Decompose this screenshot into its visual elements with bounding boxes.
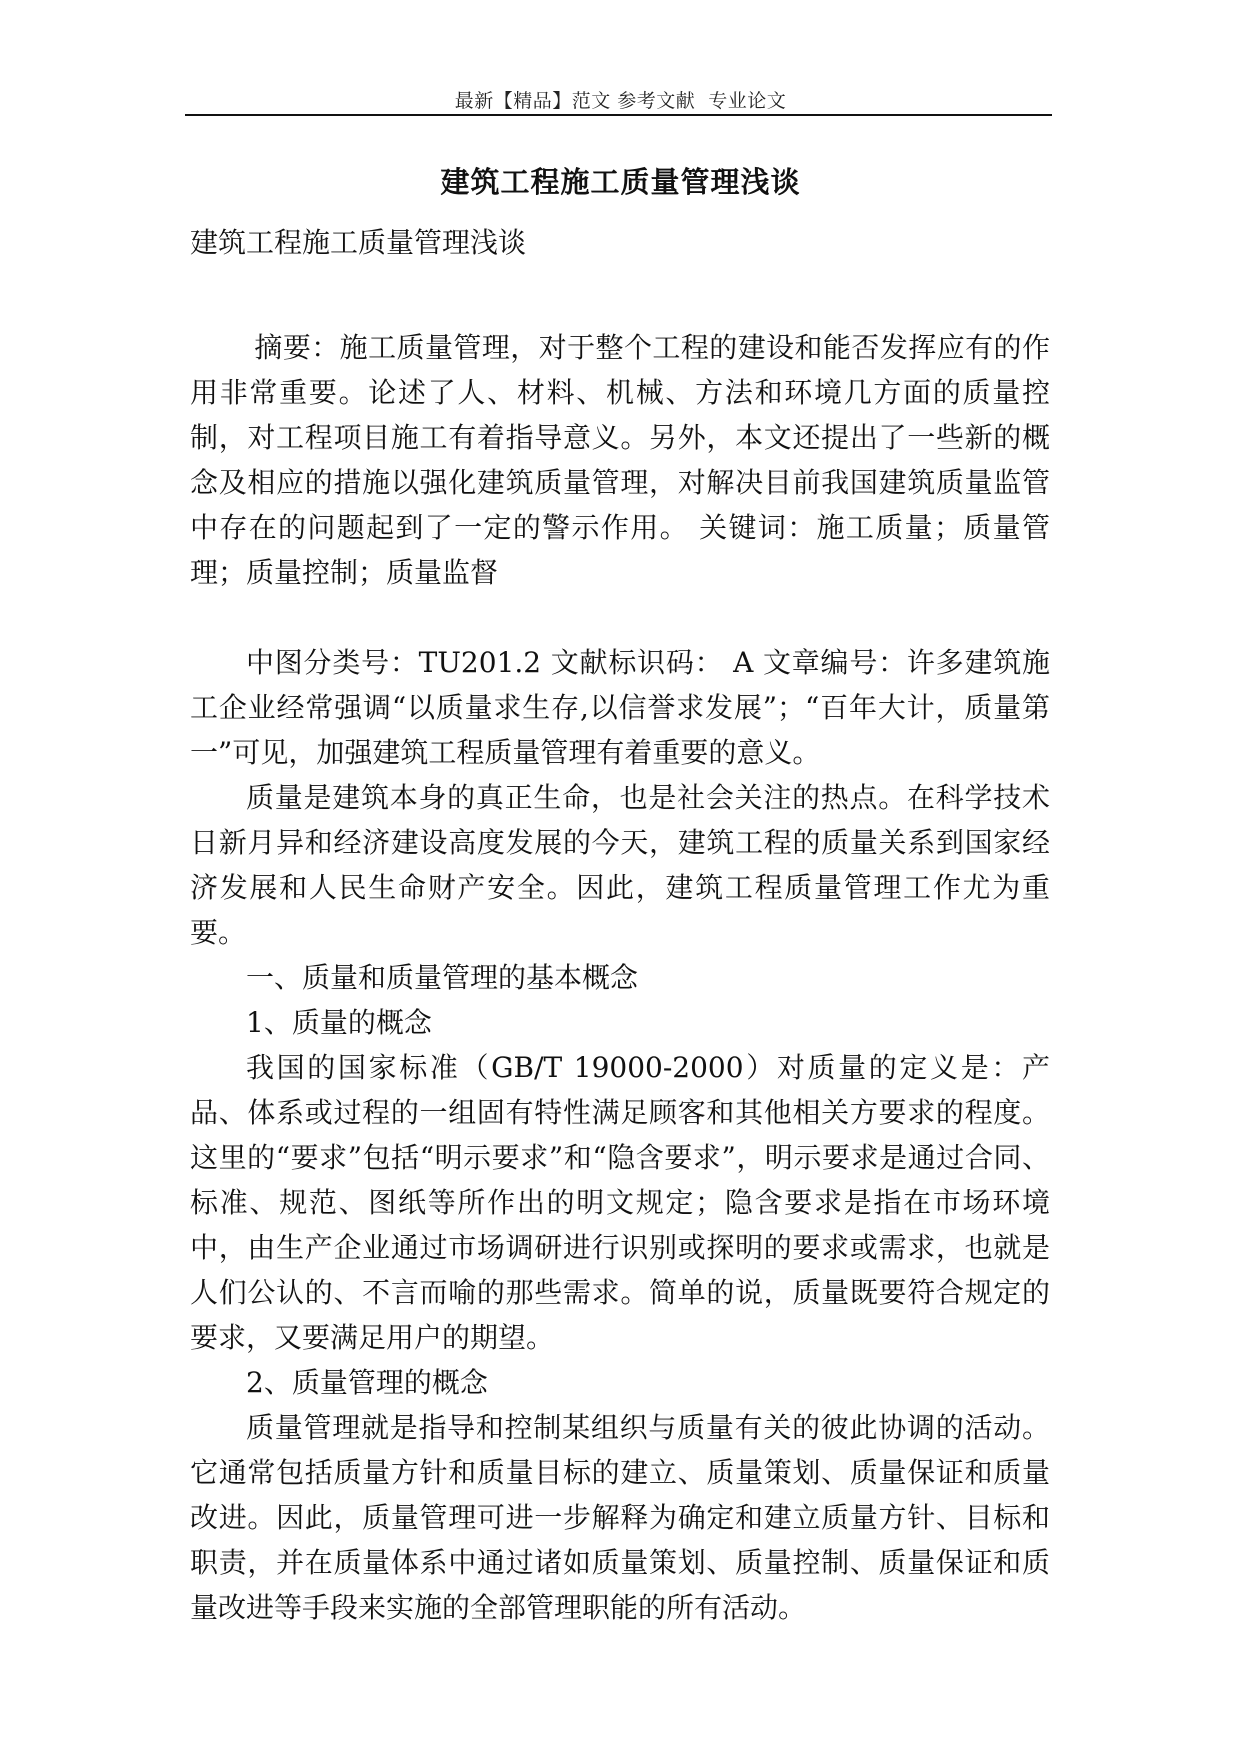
subsection-heading: 1、质量的概念 bbox=[246, 1006, 432, 1039]
quality-definition-paragraph: 我国的国家标准（GB/T 19000-2000）对质量的定义是：产品、体系或过程的一组固有特性满足顾客和其他相关方要求的程度。这里的“要求”包括“明示要求”和“隐含要求”，明示要求是通过合同、标准、规范、图纸等所作出的明文规定；隐含要求是指在市场环境中，由生产企业通过市场调研进行识别或探明的要求或需求，也就是人们公认的、不言而喻的那些需求。简单的说，质量既要符合规定的要求，又要满足用户的期望。 bbox=[190, 1051, 1050, 1354]
quality-life-paragraph: 质量是建筑本身的真正生命，也是社会关注的热点。在科学技术日新月异和经济建设高度发展的今天，建筑工程的质量关系到国家经济发展和人民生命财产安全。因此，建筑工程质量管理工作尤为重要。 bbox=[190, 781, 1050, 949]
subsection-heading: 2、质量管理的概念 bbox=[246, 1366, 488, 1399]
spacer bbox=[190, 265, 1050, 325]
running-header: 最新【精品】范文 参考文献 专业论文 bbox=[454, 90, 787, 112]
quality-management-paragraph: 质量管理就是指导和控制某组织与质量有关的彼此协调的活动。它通常包括质量方针和质量目标的建立、质量策划、质量保证和质量改进。因此，质量管理可进一步解释为确定和建立质量方针、目标和职责，并在质量体系中通过诸如质量策划、质量控制、质量保证和质量改进等手段来实施的全部管理职能的所有活动。 bbox=[190, 1411, 1050, 1624]
document-body bbox=[190, 220, 1050, 1630]
abstract-paragraph: 摘要：施工质量管理，对于整个工程的建设和能否发挥应有的作用非常重要。论述了人、材料、机械、方法和环境几方面的质量控制，对工程项目施工有着指导意义。另外，本文还提出了一些新的概念及相应的措施以强化建筑质量管理，对解决目前我国建筑质量监管中存在的问题起到了一定的警示作用。 关键词：施工质量；质量管理；质量控制；质量监督 bbox=[190, 331, 1050, 589]
header-rule bbox=[185, 114, 1052, 116]
classification-paragraph: 中图分类号：TU201.2 文献标识码： A 文章编号：许多建筑施工企业经常强调“以质量求生存,以信誉求发展”；“百年大计，质量第一”可见，加强建筑工程质量管理有着重要的意义。 bbox=[190, 646, 1050, 769]
subtitle-line: 建筑工程施工质量管理浅谈 bbox=[190, 226, 527, 259]
document-title: 建筑工程施工质量管理浅谈 bbox=[440, 165, 801, 199]
section-heading: 一、质量和质量管理的基本概念 bbox=[246, 961, 639, 994]
spacer bbox=[190, 595, 1050, 640]
